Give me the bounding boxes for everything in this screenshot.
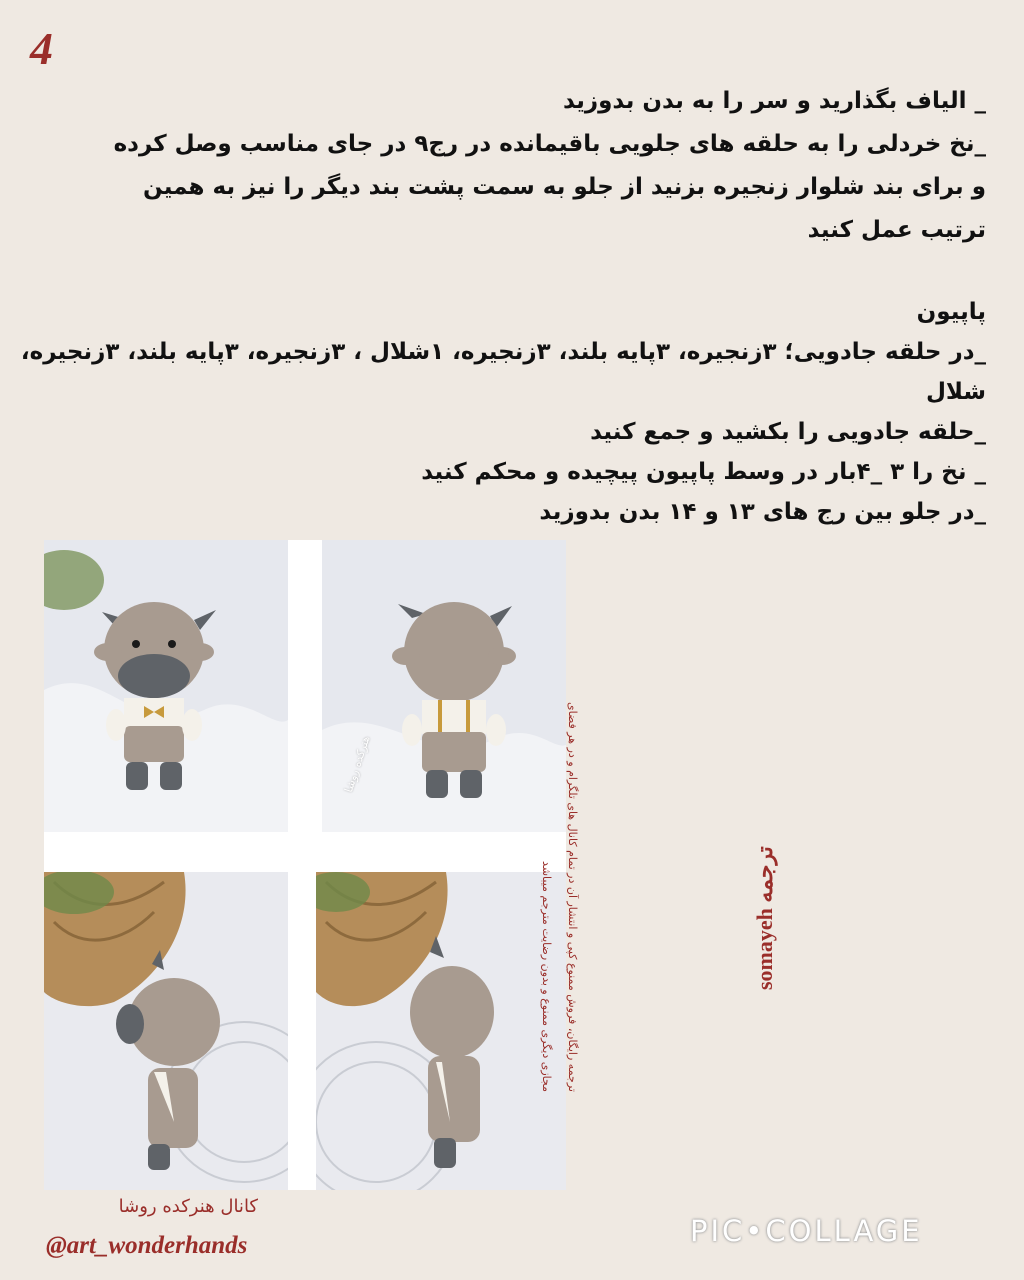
instruction-line: ترتیب عمل کنید <box>807 217 986 243</box>
translator-credit <box>752 846 778 990</box>
channel-name: کانال هنرکده روشا <box>118 1196 258 1217</box>
photo-watermark: هنرکده روشا <box>342 734 373 795</box>
page-number: 4 <box>30 23 53 74</box>
copyright-line: ترجمه رایگان، فروش ممنوع کپی و انتشار آن در تمام کانال های تلگرام و در هر فضای <box>566 701 579 1092</box>
copyright-note <box>533 612 585 1092</box>
translator-name: somayeh <box>752 908 777 990</box>
copyright-line: مجازی دیگری ممنوع و بدون رضایت مترجم میباشد <box>540 861 553 1092</box>
instruction-line: _حلقه جادویی را بکشید و جمع کنید <box>590 419 986 445</box>
photo-collage <box>44 540 566 1190</box>
channel-handle: @art_wonderhands <box>46 1232 248 1259</box>
photo-back <box>322 540 566 832</box>
photo-side-right <box>316 872 566 1190</box>
photo-front <box>44 540 288 832</box>
instruction-line: _در جلو بین رج های ۱۳ و ۱۴ بدن بدوزید <box>539 499 986 525</box>
instruction-line: و برای بند شلوار زنجیره بزنید از جلو به سمت پشت بند دیگر را نیز به همین <box>143 174 986 200</box>
pic-collage-logo: PIC•COLLAGE <box>690 1214 923 1248</box>
instruction-line: _ نخ را ۳ _۴بار در وسط پاپیون پیچیده و محکم کنید <box>421 459 986 485</box>
instruction-line: شلال <box>925 379 986 405</box>
instruction-line: _نخ خردلی را به حلقه های جلویی باقیمانده در رج۹ در جای مناسب وصل کرده <box>113 131 986 157</box>
instructions-block-1 <box>36 80 986 252</box>
translator-label: ترجمه <box>752 846 777 903</box>
photo-side-left <box>44 872 288 1190</box>
instructions-block-2 <box>0 292 986 532</box>
instruction-line: _در حلقه جادویی؛ ۳زنجیره، ۳پایه بلند، ۳زنجیره، ۱شلال ، ۳زنجیره، ۳پایه بلند، ۳زنجیره، <box>20 339 986 365</box>
section-heading: پاپیون <box>916 299 986 325</box>
instruction-line: _ الیاف بگذارید و سر را به بدن بدوزید <box>562 88 986 114</box>
